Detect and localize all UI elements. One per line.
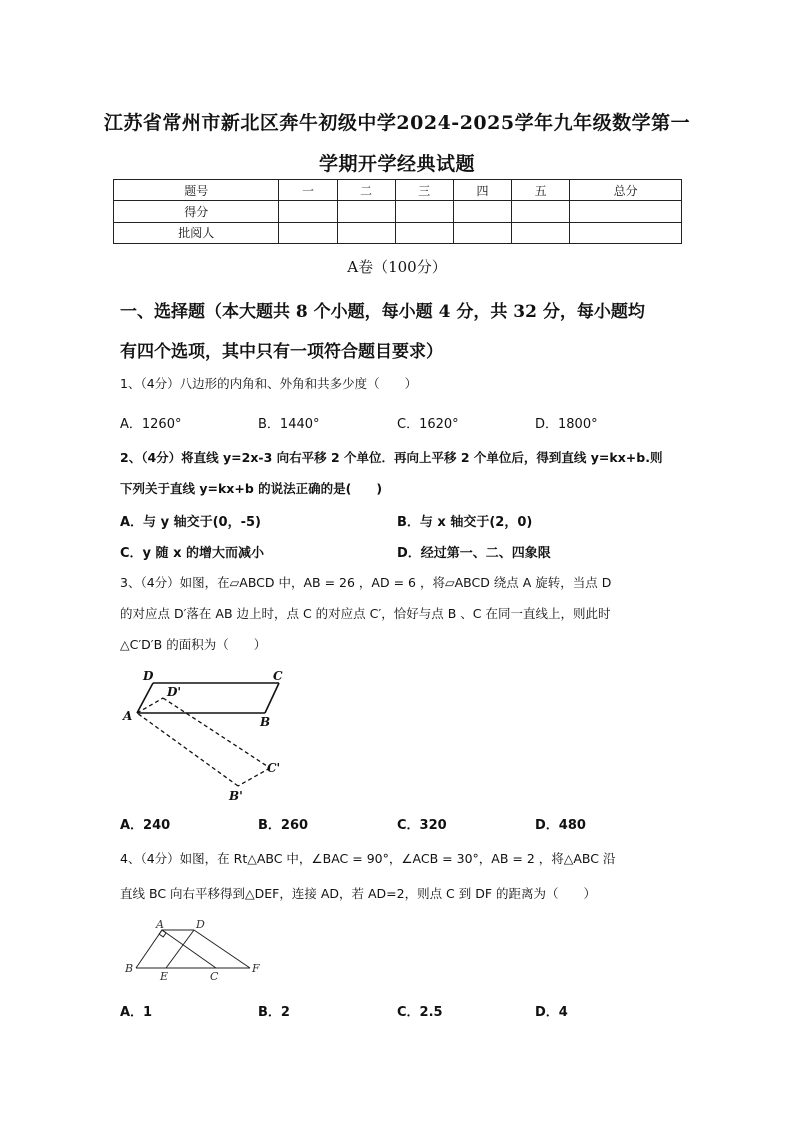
- table-cell: [453, 222, 511, 243]
- table-cell: 得分: [114, 201, 279, 222]
- label-a: A: [123, 709, 133, 723]
- label-f: F: [252, 962, 260, 975]
- label-b: B: [125, 962, 134, 975]
- label-d: D: [196, 918, 205, 931]
- table-cell: [453, 201, 511, 222]
- label-c: C: [273, 669, 283, 683]
- question-2-stem-line2: 下列关于直线 y=kx+b 的说法正确的是( ): [120, 481, 383, 496]
- figure-edge: [136, 930, 162, 968]
- q3-option-b: B．260: [258, 818, 309, 833]
- table-cell: [570, 222, 682, 243]
- figure-edge-dashed: [163, 698, 270, 768]
- score-table: [113, 179, 682, 244]
- q2-option-d: D．经过第一、二、四象限: [397, 546, 551, 561]
- question-2-stem: 2、（4分）将直线 y=2x-3 向右平移 2 个单位．再向上平移 2 个单位后，得到直线 y=kx+b.则: [120, 450, 663, 465]
- label-a: A: [156, 918, 164, 931]
- volume-heading: A卷（100分）: [347, 258, 447, 276]
- table-cell: [512, 222, 570, 243]
- label-c-prime: C': [267, 761, 281, 775]
- figure-edge: [265, 683, 279, 713]
- label-b-prime: B': [229, 789, 243, 803]
- table-cell: [570, 201, 682, 222]
- label-c: C: [210, 970, 219, 983]
- q1-option-d: D．1800°: [535, 417, 598, 432]
- page-title: 江苏省常州市新北区奔牛初级中学2024-2025学年九年级数学第一: [103, 112, 691, 134]
- q3-option-a: A．240: [120, 818, 171, 833]
- table-cell: 五: [512, 180, 570, 201]
- score-table-row: [114, 222, 682, 243]
- question-1-stem: 1、（4分）八边形的内角和、外角和共多少度（ ）: [120, 376, 418, 391]
- question-4-stem-line2: 直线 BC 向右平移得到△DEF，连接 AD，若 AD=2，则点 C 到 DF 的距离为（ ）: [120, 886, 597, 901]
- label-d-prime: D': [167, 685, 182, 699]
- figure-edge-dashed: [137, 713, 238, 786]
- table-cell: 总分: [570, 180, 682, 201]
- q2-option-a: A．与 y 轴交于(0，-5): [120, 515, 261, 530]
- table-cell: [337, 201, 395, 222]
- figure-edge: [194, 930, 250, 968]
- q4-option-a: A．1: [120, 1005, 153, 1020]
- label-d: D: [143, 669, 154, 683]
- page-title-line2: 学期开学经典试题: [318, 153, 475, 175]
- question-3-stem-line2: 的对应点 D′落在 AB 边上时，点 C 的对应点 C′，恰好与点 B 、C 在同一直线上，则此时: [120, 606, 611, 621]
- q4-option-c: C．2.5: [397, 1005, 443, 1020]
- q2-option-b: B．与 x 轴交于(2，0): [397, 515, 533, 530]
- q3-option-c: C．320: [397, 818, 447, 833]
- label-b: B: [260, 715, 271, 729]
- question-4-stem: 4、（4分）如图，在 Rt△ABC 中，∠BAC = 90°，∠ACB = 30°，AB = 2 ，将△ABC 沿: [120, 851, 616, 866]
- q4-option-d: D．4: [535, 1005, 568, 1020]
- table-cell: 二: [337, 180, 395, 201]
- q3-option-d: D．480: [535, 818, 586, 833]
- figure-edge-dashed: [238, 768, 270, 786]
- table-cell: 批阅人: [114, 222, 279, 243]
- q4-triangle-figure: [120, 918, 270, 986]
- table-cell: [395, 201, 453, 222]
- q1-option-c: C．1620°: [397, 417, 459, 432]
- question-3-stem-line3: △C′D′B 的面积为（ ）: [120, 637, 267, 652]
- q3-parallelogram-figure: [115, 668, 300, 808]
- table-cell: 三: [395, 180, 453, 201]
- question-3-stem: 3、（4分）如图，在▱ABCD 中，AB = 26 ，AD = 6 ，将▱ABCD 绕点 A 旋转，当点 D: [120, 575, 612, 590]
- q4-option-b: B．2: [258, 1005, 290, 1020]
- table-cell: 题号: [114, 180, 279, 201]
- score-table-header-row: [114, 180, 682, 201]
- table-cell: [279, 201, 337, 222]
- section-heading-line2: 有四个选项，其中只有一项符合题目要求）: [120, 342, 443, 362]
- table-cell: 一: [279, 180, 337, 201]
- label-e: E: [160, 970, 169, 983]
- table-cell: [395, 222, 453, 243]
- table-cell: [337, 222, 395, 243]
- score-table-row: [114, 201, 682, 222]
- q1-option-a: A．1260°: [120, 417, 182, 432]
- q1-option-b: B．1440°: [258, 417, 320, 432]
- table-cell: [512, 201, 570, 222]
- section-heading: 一、选择题（本大题共 8 个小题，每小题 4 分，共 32 分，每小题均: [120, 302, 645, 322]
- table-cell: 四: [453, 180, 511, 201]
- q2-option-c: C．y 随 x 的增大而减小: [120, 546, 264, 561]
- table-cell: [279, 222, 337, 243]
